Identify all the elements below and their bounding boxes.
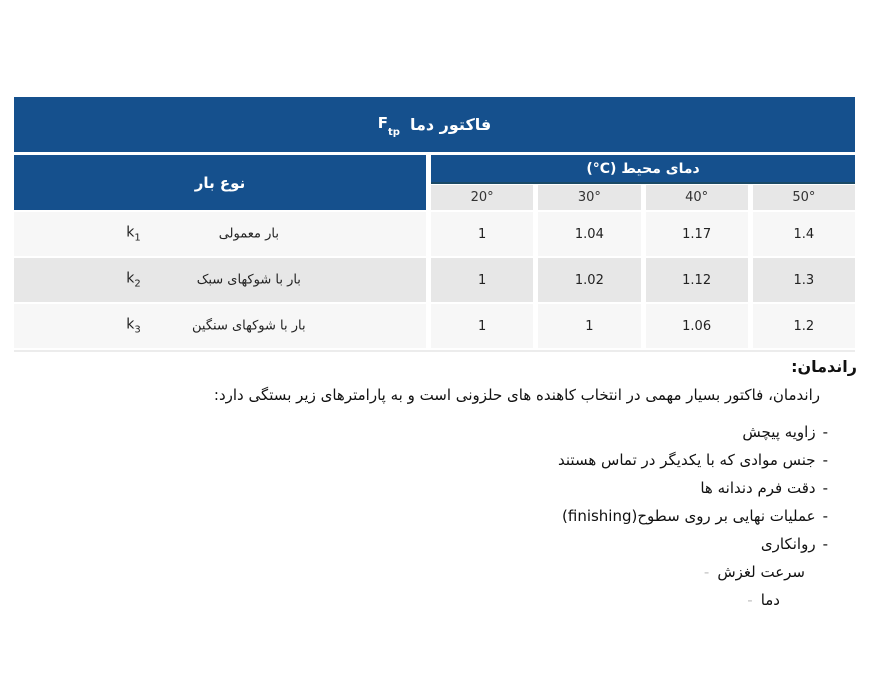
- degree-column-header: 30°: [538, 185, 640, 210]
- value-cells: [431, 258, 855, 302]
- table-title: [14, 97, 855, 152]
- value-cell: 1.12: [646, 258, 748, 302]
- value-cell: 1.17: [646, 212, 748, 256]
- list-item-lubrication: -روانکاری: [760, 535, 828, 553]
- efficiency-intro: راندمان، فاکتور بسیار مهمی در انتخاب کاهنده های حلزونی است و به پارامترهای زیر بستگی دارد:: [213, 386, 820, 404]
- list-item-materials: -جنس موادی که با یکدیگر در تماس هستند: [558, 451, 828, 469]
- efficiency-parameter-list: [0, 418, 877, 614]
- dash-icon: -: [822, 507, 828, 525]
- load-type-label: بار با شوکهای سنگین: [192, 318, 306, 334]
- value-cell: 1: [538, 304, 640, 348]
- ftp-symbol: $F_{tp}$: [377, 114, 400, 138]
- value-cells: [431, 304, 855, 348]
- ambient-temperature-label: دمای محیط: [621, 160, 700, 177]
- dash-icon: -: [822, 451, 828, 469]
- finishing-latin-label: (finishing): [562, 507, 638, 525]
- load-type-header-cell: [14, 155, 426, 210]
- value-cell: 1.2: [753, 304, 855, 348]
- dash-icon: -: [703, 563, 710, 581]
- list-item-helix-angle: -زاویه پیچش: [742, 423, 828, 441]
- table-header-row: [14, 155, 855, 210]
- list-item-sliding-speed: سرعت لغزش-: [703, 563, 805, 581]
- load-type-label: بار معمولی: [218, 226, 279, 242]
- table-row-k3: [14, 304, 855, 348]
- k3-symbol: $k_3$: [126, 316, 141, 336]
- load-type-cell: [14, 212, 426, 256]
- celsius-unit-label: (°C): [586, 160, 617, 177]
- value-cell: 1.02: [538, 258, 640, 302]
- efficiency-heading: راندمان:: [791, 357, 857, 376]
- value-cell: 1.04: [538, 212, 640, 256]
- table-row-k1: [14, 212, 855, 256]
- dash-icon: -: [822, 423, 828, 441]
- degree-column-header: 50°: [753, 185, 855, 210]
- value-cell: 1: [431, 304, 533, 348]
- table-title-text: فاکتور دما: [409, 115, 492, 134]
- dash-icon: -: [747, 591, 753, 609]
- value-cell: 1.06: [646, 304, 748, 348]
- k2-symbol: $k_2$: [126, 270, 141, 290]
- value-cell: 1.4: [753, 212, 855, 256]
- degree-column-header: 40°: [646, 185, 748, 210]
- list-item-temperature: دما-: [747, 591, 780, 609]
- value-cells: [431, 212, 855, 256]
- load-type-label: بار با شوکهای سبک: [196, 272, 301, 288]
- value-cell: 1: [431, 258, 533, 302]
- dash-icon: -: [822, 535, 828, 553]
- ambient-temperature-header-cell: [431, 155, 855, 184]
- list-item-finishing: -عملیات نهایی بر روی سطوح(finishing): [562, 507, 828, 525]
- temperature-factor-table: [14, 97, 855, 352]
- degree-columns-row: [431, 185, 855, 210]
- efficiency-section: [0, 356, 877, 614]
- dash-icon: -: [822, 479, 828, 497]
- table-bottom-divider: [14, 350, 855, 352]
- temperature-header-block: [431, 155, 855, 210]
- degree-column-header: 20°: [431, 185, 533, 210]
- k1-symbol: $k_1$: [126, 224, 141, 244]
- value-cell: 1.3: [753, 258, 855, 302]
- value-cell: 1: [431, 212, 533, 256]
- table-row-k2: [14, 258, 855, 302]
- list-item-tooth-form: -دقت فرم دندانه ها: [700, 479, 828, 497]
- load-type-cell: [14, 258, 426, 302]
- load-type-cell: [14, 304, 426, 348]
- load-type-header-label: نوع بار: [194, 173, 246, 192]
